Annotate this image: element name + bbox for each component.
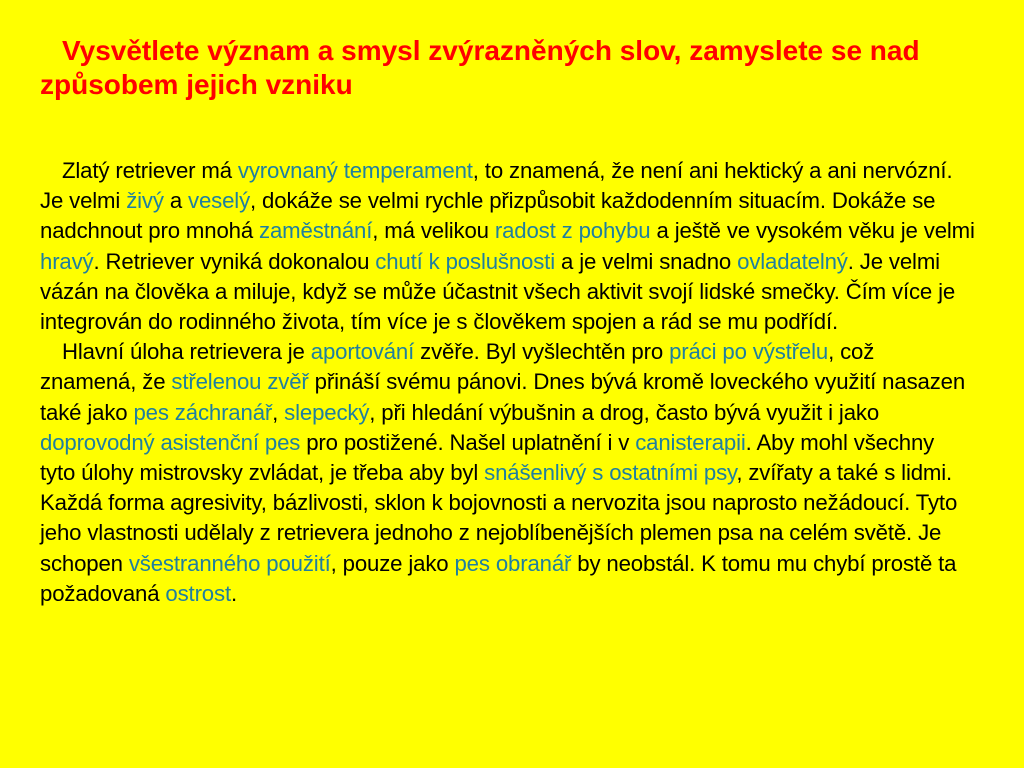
- text-run: . Je velmi vázán na člověka a miluje, když se může účastnit všech aktivit svojí lidské smečky. Čím více je integrován do rodinného života, tím více je s člověkem spojen a rád se mu podřídí.: [40, 248, 956, 335]
- paragraph-temperament: [40, 156, 975, 337]
- highlighted-term: radost z pohybu: [494, 218, 651, 244]
- text-run: , dokáže se velmi rychle přizpůsobit každodenním situacím. Dokáže se nadchnout pro mnohá: [40, 188, 936, 244]
- highlighted-term: pes záchranář: [133, 399, 273, 425]
- text-run: Hlavní úloha retrievera je: [62, 339, 311, 365]
- highlighted-term: aportování: [310, 339, 415, 365]
- highlighted-term: práci po výstřelu: [669, 339, 829, 365]
- highlighted-term: živý: [126, 188, 164, 214]
- highlighted-term: zaměstnání: [259, 218, 373, 244]
- highlighted-term: střelenou zvěř: [171, 369, 309, 395]
- paragraph-uses: [40, 337, 975, 609]
- highlighted-term: slepecký: [284, 399, 370, 425]
- highlighted-term: ovladatelný: [737, 248, 848, 274]
- highlighted-term: ostrost: [165, 580, 231, 606]
- text-run: , zvířaty a také s lidmi. Každá forma agresivity, bázlivosti, sklon k bojovnosti a nervozita jsou naprosto nežádoucí. Tyto jeho vlastnosti udělaly z retrievera jednoho z nejoblíbenějších plemen psa na celém světě. Je schopen: [40, 460, 958, 576]
- text-run: Zlatý retriever má: [62, 158, 238, 183]
- text-run: , při hledání výbušnin a drog, často bývá využit i jako: [369, 399, 880, 425]
- text-run: .: [230, 580, 237, 606]
- slide-body: [40, 156, 975, 609]
- highlighted-term: veselý: [188, 188, 251, 214]
- highlighted-term: snášenlivý s ostatními psy: [484, 460, 737, 486]
- text-run: , to znamená, že není ani hektický a ani nervózní. Je velmi: [40, 158, 953, 214]
- highlighted-term: canisterapii: [635, 429, 746, 455]
- slide-title: Vysvětlete význam a smysl zvýrazněných slov, zamyslete se nad způsobem jejich vzniku: [40, 35, 920, 100]
- highlighted-term: hravý: [40, 248, 94, 274]
- highlighted-term: chutí k poslušnosti: [375, 248, 555, 274]
- text-run: . Retriever vyniká dokonalou: [93, 248, 376, 274]
- text-run: a je velmi snadno: [554, 248, 738, 274]
- text-run: ,: [272, 399, 285, 425]
- text-run: a ještě ve vysokém věku je velmi: [650, 218, 975, 244]
- highlighted-term: všestranného použití: [128, 550, 331, 576]
- text-run: , pouze jako: [330, 550, 455, 576]
- highlighted-term: vyrovnaný temperament: [237, 158, 473, 183]
- text-run: , což znamená, že: [40, 339, 875, 395]
- text-run: , má velikou: [372, 218, 495, 244]
- text-run: . Aby mohl všechny tyto úlohy mistrovsky zvládat, je třeba aby byl: [40, 429, 935, 486]
- text-run: zvěře. Byl vyšlechtěn pro: [414, 339, 670, 365]
- text-run: by neobstál. K tomu mu chybí prostě ta požadovaná: [40, 550, 957, 606]
- text-run: a: [163, 188, 189, 214]
- highlighted-term: doprovodný asistenční pes: [40, 429, 301, 455]
- text-run: pro postižené. Našel uplatnění i v: [300, 429, 636, 455]
- text-run: přináší svému pánovi. Dnes bývá kromě loveckého využití nasazen také jako: [40, 369, 966, 425]
- highlighted-term: pes obranář: [454, 550, 572, 576]
